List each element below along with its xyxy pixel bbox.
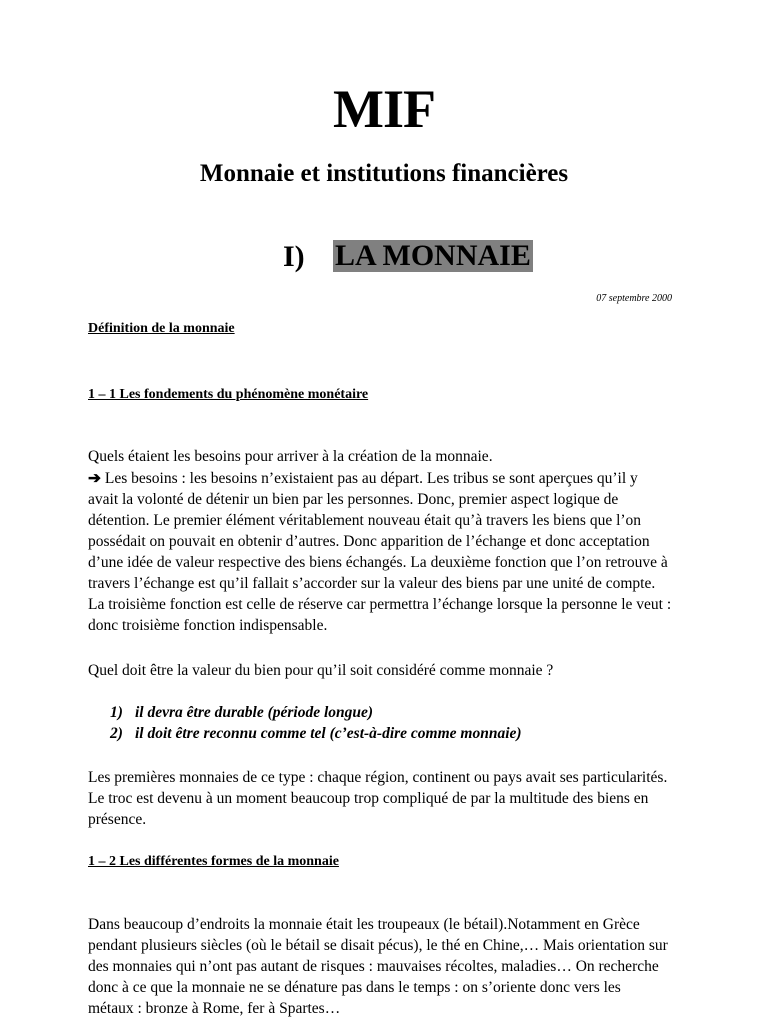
- text-line: donc troisième fonction indispensable.: [88, 617, 328, 634]
- list-number: 1): [110, 704, 123, 721]
- question-1: Quels étaient les besoins pour arriver à la création de la monnaie.: [88, 448, 493, 465]
- list-item: [110, 704, 373, 722]
- text-line: présence.: [88, 811, 147, 828]
- text-line: métaux : bronze à Rome, fer à Spartes…: [88, 1000, 341, 1017]
- list-text: il devra être durable (période longue): [135, 704, 374, 721]
- text-line: d’une idée de valeur respective des biens échangés. La deuxième fonction que l’on retrouve à: [88, 554, 668, 571]
- section-2-heading: 1 – 2 Les différentes formes de la monnaie: [88, 854, 339, 869]
- document-title: MIF: [333, 79, 435, 139]
- part-number: I): [283, 240, 305, 273]
- text-line: [88, 468, 638, 489]
- text-line: Les premières monnaies de ce type : chaque région, continent ou pays avait ses particularités.: [88, 769, 668, 786]
- list-number: 2): [110, 725, 123, 742]
- date: 07 septembre 2000: [596, 293, 672, 304]
- text-line: pendant plusieurs siècles (où le bétail se disait pécus), le thé en Chine,… Mais orientation sur: [88, 937, 668, 954]
- text-line: Les besoins : les besoins n’existaient pas au départ. Les tribus se sont aperçues qu’il y: [104, 470, 638, 487]
- text-line: possédait on pouvait en obtenir d’autres. Donc apparition de l’échange et donc acceptation: [88, 533, 650, 550]
- text-line: travers l’échange est qu’il fallait s’accorder sur la valeur des biens par une unité de compte.: [88, 575, 656, 592]
- arrow-icon: ➔: [88, 470, 101, 487]
- question-2: Quel doit être la valeur du bien pour qu’il soit considéré comme monnaie ?: [88, 662, 554, 679]
- list-text: il doit être reconnu comme tel (c’est-à-dire comme monnaie): [135, 725, 522, 742]
- text-line: donc à ce que la monnaie ne se dénature pas dans le temps : on s’oriente donc vers les: [88, 979, 621, 996]
- part-label: LA MONNAIE: [335, 239, 531, 272]
- text-line: des monnaies qui n’ont pas autant de risques : mauvaises récoltes, maladies… On recherche: [88, 958, 659, 975]
- text-line: avait la volonté de détenir un bien par les personnes. Donc, premier aspect logique de: [88, 491, 619, 508]
- text-line: détention. Le premier élément véritablement nouveau était qu’à travers les biens que l’on: [88, 512, 642, 529]
- text-line: La troisième fonction est celle de réserve car permettra l’échange lorsque la personne le veut :: [88, 596, 672, 613]
- document-subtitle: Monnaie et institutions financières: [199, 160, 569, 187]
- section-1-heading: 1 – 1 Les fondements du phénomène monétaire: [88, 387, 369, 402]
- list-item: [110, 725, 522, 743]
- text-line: Dans beaucoup d’endroits la monnaie était les troupeaux (le bétail).Notamment en Grèce: [88, 916, 640, 933]
- definition-heading: Définition de la monnaie: [88, 321, 235, 336]
- text-line: Le troc est devenu à un moment beaucoup trop compliqué de par la multitude des biens en: [88, 790, 649, 807]
